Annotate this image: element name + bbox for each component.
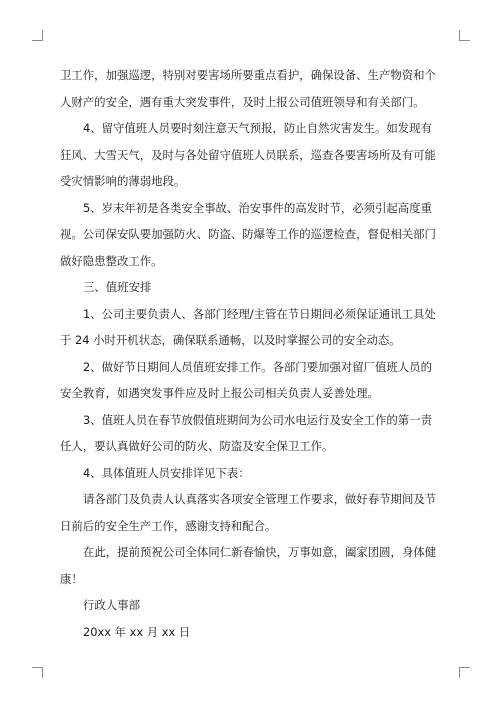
paragraph-communication: 1、公司主要负责人、各部门经理/主管在节日期间必须保证通讯工具处于 24 小时开机状态，确保联系通畅，以及时掌握公司的安全动态。 (60, 306, 436, 347)
crop-mark-top-right (459, 30, 470, 41)
paragraph-request: 请各部门及负责人认真落实各项安全管理工作要求，做好春节期间及节日前后的安全生产工作，感谢支持和配合。 (60, 492, 437, 533)
section-heading-duty-arrangement: 三、值班安排 (83, 280, 152, 294)
document-body (60, 62, 443, 645)
paragraph-greeting: 在此，提前预祝公司全体同仁新春愉快，万事如意，阖家团圆，身体健康！ (60, 545, 437, 586)
paragraph-security-patrol: 卫工作，加强巡逻，特别对要害场所要重点看护，确保设备、生产物资和个人财产的安全，遇有重大突发事件，及时上报公司值班领导和有关部门。 (60, 68, 436, 109)
paragraph-duty-table-note: 4、具体值班人员安排详见下表： (83, 465, 250, 480)
signature-date: 20xx 年 xx 月 xx 日 (83, 624, 191, 639)
paragraph-weather-warning: 4、留守值班人员要时刻注意天气预报，防止自然灾害发生。如发现有狂风、大雪天气，及时与各处留守值班人员联系，巡查各要害场所及有可能受灾情影响的薄弱地段。 (60, 121, 436, 188)
crop-mark-top-left (32, 30, 43, 41)
paragraph-first-responsible: 3、值班人员在春节放假值班期间为公司水电运行及安全工作的第一责任人，要认真做好公司的防火、防盗及安全保卫工作。 (60, 412, 432, 453)
paragraph-year-end-safety: 5、岁末年初是各类安全事故、治安事件的高发时节，必须引起高度重视。公司保安队要加强防火、防盗、防爆等工作的巡逻检查，督促相关部门做好隐患整改工作。 (60, 200, 436, 268)
crop-mark-bottom-left (32, 667, 43, 678)
paragraph-duty-scheduling: 2、做好节日期间人员值班安排工作。各部门要加强对留厂值班人员的安全教育，如遇突发事件应及时上报公司相关负责人妥善处理。 (60, 359, 432, 400)
crop-mark-bottom-right (459, 667, 470, 678)
signature-department: 行政人事部 (83, 598, 140, 612)
